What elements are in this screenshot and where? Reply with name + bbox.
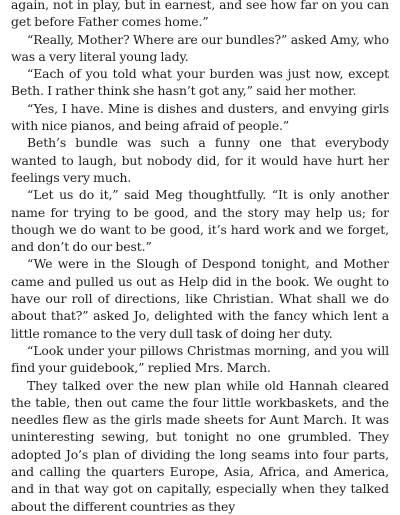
- paragraph-6: “Let us do it,” said Meg thoughtfully. “It is only another name for trying to be good, and the story may help us; for though we do want to be good, it’s hard work and we forget, and don’t do our best.”: [11, 187, 389, 255]
- paragraph-4: “Yes, I have. Mine is dishes and dusters, and envying girls with nice pianos, and being afraid of people.”: [11, 100, 389, 134]
- paragraph-2: “Really, Mother? Where are our bundles?” asked Amy, who was a very literal young lady.: [11, 31, 389, 64]
- paragraph-9: They talked over the new plan while old Hannah cleared the table, then out came the four little workbaskets, and the needles flew as the girls made sheets for Aunt March. It was uninteresting sewing, but tonight no one grumbled. They adopted Jo’s plan of dividing the long seams into four parts, and calling the quarters Europe, Asia, Africa, and America, and in that way got on capitally, especially when they talked about the different countries as they: [11, 377, 389, 514]
- body-text: [11, 0, 389, 515]
- paragraph-1: again, not in play, but in earnest, and see how far on you can get before Father comes home.”: [11, 0, 389, 30]
- paragraph-8: “Look under your pillows Christmas morning, and you will find your guidebook,” replied Mrs. March.: [11, 342, 389, 376]
- paragraph-7: “We were in the Slough of Despond tonight, and Mother came and pulled us out as Help did in the book. We ought to have our roll of directions, like Christian. What shall we do about that?” asked Jo, delighted with the fancy which lent a little romance to the very dull task of doing her duty.: [11, 256, 389, 341]
- paragraph-5: Beth’s bundle was such a funny one that everybody wanted to laugh, but nobody did, for it would have hurt her feelings very much.: [11, 135, 389, 185]
- paragraph-3: “Each of you told what your burden was just now, except Beth. I rather think she hasn’t got any,” said her mother.: [11, 66, 389, 99]
